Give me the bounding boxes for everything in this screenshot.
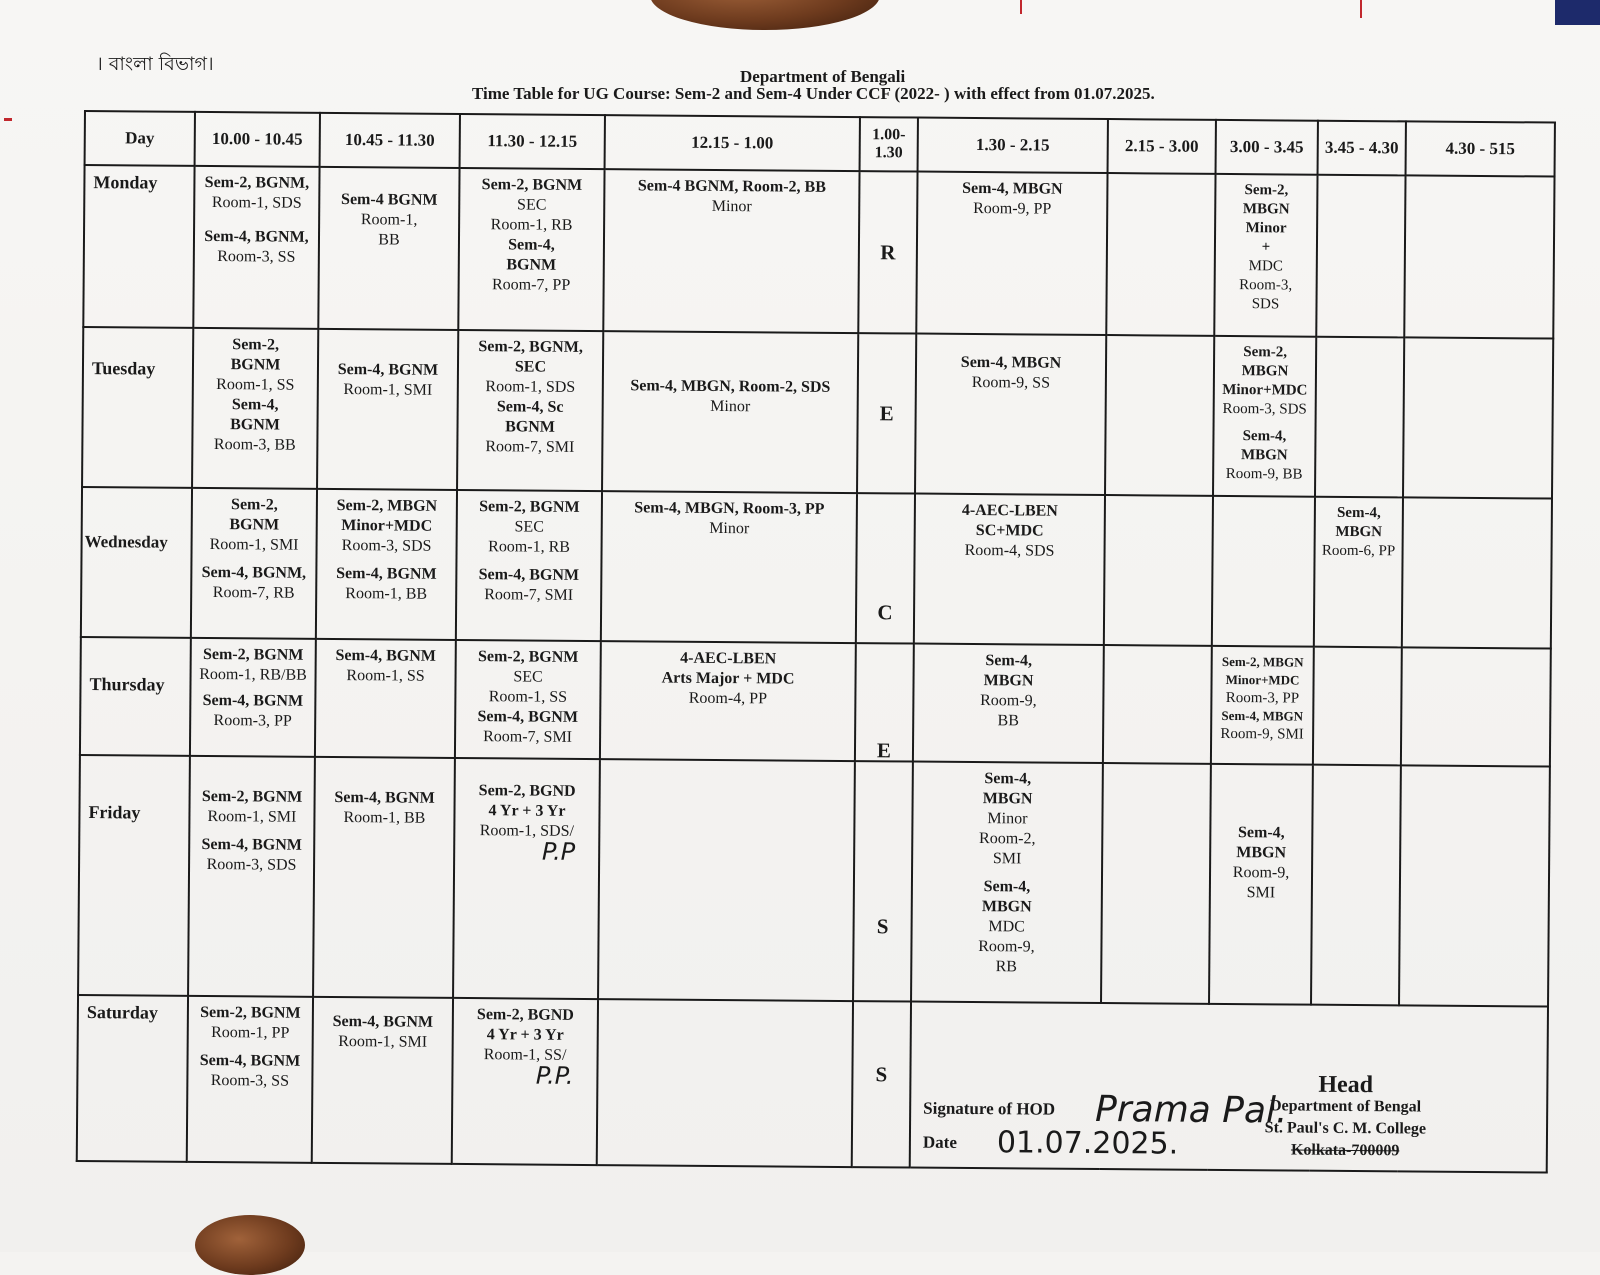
cell <box>1106 173 1215 336</box>
handwritten-initials: P.P <box>541 837 576 866</box>
day-label: Thursday <box>80 637 191 756</box>
cell <box>1404 175 1554 338</box>
cell: Sem-4, MBGN, Room-3, PP Minor <box>601 491 857 643</box>
date-value: 01.07.2025. <box>996 1125 1179 1162</box>
day-label: Monday <box>83 165 194 328</box>
cell: Sem-4, MBGN Room-9, BB <box>913 644 1104 763</box>
cell <box>1401 647 1551 766</box>
cell <box>1311 765 1401 1006</box>
cell <box>1399 765 1550 1006</box>
recess-letter: E <box>857 333 916 493</box>
cell: Sem-4 BGNM, Room-2, BB Minor <box>603 169 859 333</box>
day-label: Saturday <box>77 995 188 1162</box>
cell: Sem-4, MBGN Minor Room-2, SMI Sem-4, MBGN MDC Room-9, RB <box>911 762 1103 1003</box>
date-label: Date <box>922 1132 957 1152</box>
col-header: 3.45 - 4.30 <box>1318 121 1406 176</box>
col-header: Day <box>85 111 195 166</box>
cell <box>1403 337 1553 498</box>
day-label: Friday <box>78 755 190 996</box>
cell: Sem-4, BGNM Room-1, SMI <box>317 329 458 490</box>
cell: Sem-2, BGNM Room-1, SMI Sem-4, BGNM Room-3, SDS <box>188 756 315 997</box>
cell <box>1104 495 1213 646</box>
cell: Sem-4, BGNM Room-1, SS <box>315 639 456 758</box>
cell <box>1212 496 1315 647</box>
table-row-thursday <box>80 637 1551 767</box>
cell: Sem-4, MBGN Room-6, PP <box>1314 497 1403 648</box>
cell <box>1316 175 1405 338</box>
cell: Sem-2, BGND 4 Yr + 3 Yr Room-1, SDS/ P.P <box>453 758 600 999</box>
cell: Sem-2, BGND 4 Yr + 3 Yr Room-1, SS/ P.P. <box>452 998 598 1165</box>
cell: Sem-2, BGNM, SEC Room-1, SDS Sem-4, Sc BGNM Room-7, SMI <box>457 330 603 491</box>
signature-label: Signature of HOD <box>923 1098 1056 1119</box>
timetable <box>76 110 1556 1174</box>
cell: Sem-4 BGNM Room-1, BB <box>318 167 459 330</box>
cell: Sem-4, MBGN Room-9, SS <box>915 334 1106 495</box>
col-header: 1.00- 1.30 <box>860 117 918 171</box>
department-title: Department of Bengali <box>740 67 906 86</box>
cell: Sem-2, BGNM Room-1, PP Sem-4, BGNM Room-3, SS <box>187 996 313 1163</box>
hod-signature: Prama Pal. <box>1094 1088 1288 1132</box>
red-mark <box>4 118 12 121</box>
cell: Sem-4, MBGN, Room-2, SDS Minor <box>602 331 858 493</box>
cell: Sem-2, MBGN Minor+MDC Room-3, SDS Sem-4, MBGN Room-9, BB <box>1213 336 1316 497</box>
cell: Sem-2, BGNM SEC Room-1, RB Sem-4, BGNM Room-7, SMI <box>456 490 602 641</box>
cell <box>598 759 855 1001</box>
recess-letter: R <box>858 171 917 333</box>
cell: Sem-2, BGNM SEC Room-1, RB Sem-4, BGNM Room-7, PP <box>458 168 604 331</box>
table-row-wednesday <box>81 487 1552 649</box>
col-header: 11.30 - 12.15 <box>460 114 605 169</box>
col-header: 10.00 - 10.45 <box>195 112 320 167</box>
cell: Sem-2, MBGN Minor+MDC Room-3, SDS Sem-4, BGNM Room-1, BB <box>316 489 457 640</box>
cell <box>1101 763 1211 1004</box>
cell: Sem-2, MBGN Minor + MDC Room-3, SDS <box>1214 174 1317 337</box>
cell <box>1103 645 1212 764</box>
red-mark <box>1360 0 1362 18</box>
table-row-tuesday <box>82 327 1553 499</box>
hod-signature-block <box>910 1002 1548 1173</box>
col-header: 12.15 - 1.00 <box>605 115 860 171</box>
cell: Sem-2, BGNM Room-1, RB/BB Sem-4, BGNM Room-3, PP <box>190 638 316 757</box>
cell: 4-AEC-LBEN SC+MDC Room-4, SDS <box>914 494 1105 645</box>
cell: Sem-2, BGNM Room-1, SMI Sem-4, BGNM, Room-7, RB <box>191 488 317 639</box>
cell <box>1402 497 1552 648</box>
cell: Sem-2, BGNM Room-1, SS Sem-4, BGNM Room-3, BB <box>192 328 318 489</box>
recess-letter: S <box>853 761 913 1001</box>
recess-letter: E <box>855 643 914 761</box>
table-row-monday <box>83 165 1554 339</box>
timetable-title: Time Table for UG Course: Sem-2 and Sem-4 Under CCF (2022- ) with effect from 01.07.2025. <box>472 84 1155 103</box>
cell: 4-AEC-LBEN Arts Major + MDC Room-4, PP <box>600 641 856 761</box>
cell <box>1105 335 1214 496</box>
table-row-friday <box>78 755 1550 1007</box>
recess-letter: S <box>852 1001 911 1167</box>
bangla-header: । বাংলা বিভাগ। <box>96 53 214 75</box>
cell <box>1313 647 1402 766</box>
red-mark <box>1020 0 1022 14</box>
cell: Sem-4, BGNM Room-1, SMI <box>312 997 453 1164</box>
day-label: Wednesday <box>81 487 192 638</box>
cell: Sem-4, MBGN Room-9, PP <box>916 172 1107 335</box>
corner-mark <box>1555 0 1600 25</box>
day-label: Tuesday <box>82 327 193 488</box>
department-stamp: Head Department of Bengal St. Paul's C. M. College Kolkata-700009 <box>1264 1071 1427 1160</box>
cell <box>597 999 853 1167</box>
col-header: 4.30 - 515 <box>1406 121 1555 176</box>
cell: Sem-2, MBGN Minor+MDC Room-3, PP Sem-4, MBGN Room-9, SMI <box>1211 646 1314 765</box>
col-header: 10.45 - 11.30 <box>320 113 460 168</box>
col-header: 3.00 - 3.45 <box>1216 120 1318 175</box>
col-header: 2.15 - 3.00 <box>1108 119 1216 174</box>
finger-bottom <box>195 1215 305 1275</box>
recess-letter: C <box>856 493 915 643</box>
cell: Sem-4, MBGN Room-9, SMI <box>1209 764 1313 1005</box>
handwritten-initials: P.P. <box>535 1061 574 1090</box>
cell <box>1315 337 1404 498</box>
cell: Sem-2, BGNM SEC Room-1, SS Sem-4, BGNM Room-7, SMI <box>455 640 601 759</box>
col-header: 1.30 - 2.15 <box>918 118 1108 173</box>
cell: Sem-2, BGNM, Room-1, SDS Sem-4, BGNM, Room-3, SS <box>193 166 319 329</box>
table-row-saturday <box>77 995 1548 1173</box>
cell: Sem-4, BGNM Room-1, BB <box>313 757 455 998</box>
